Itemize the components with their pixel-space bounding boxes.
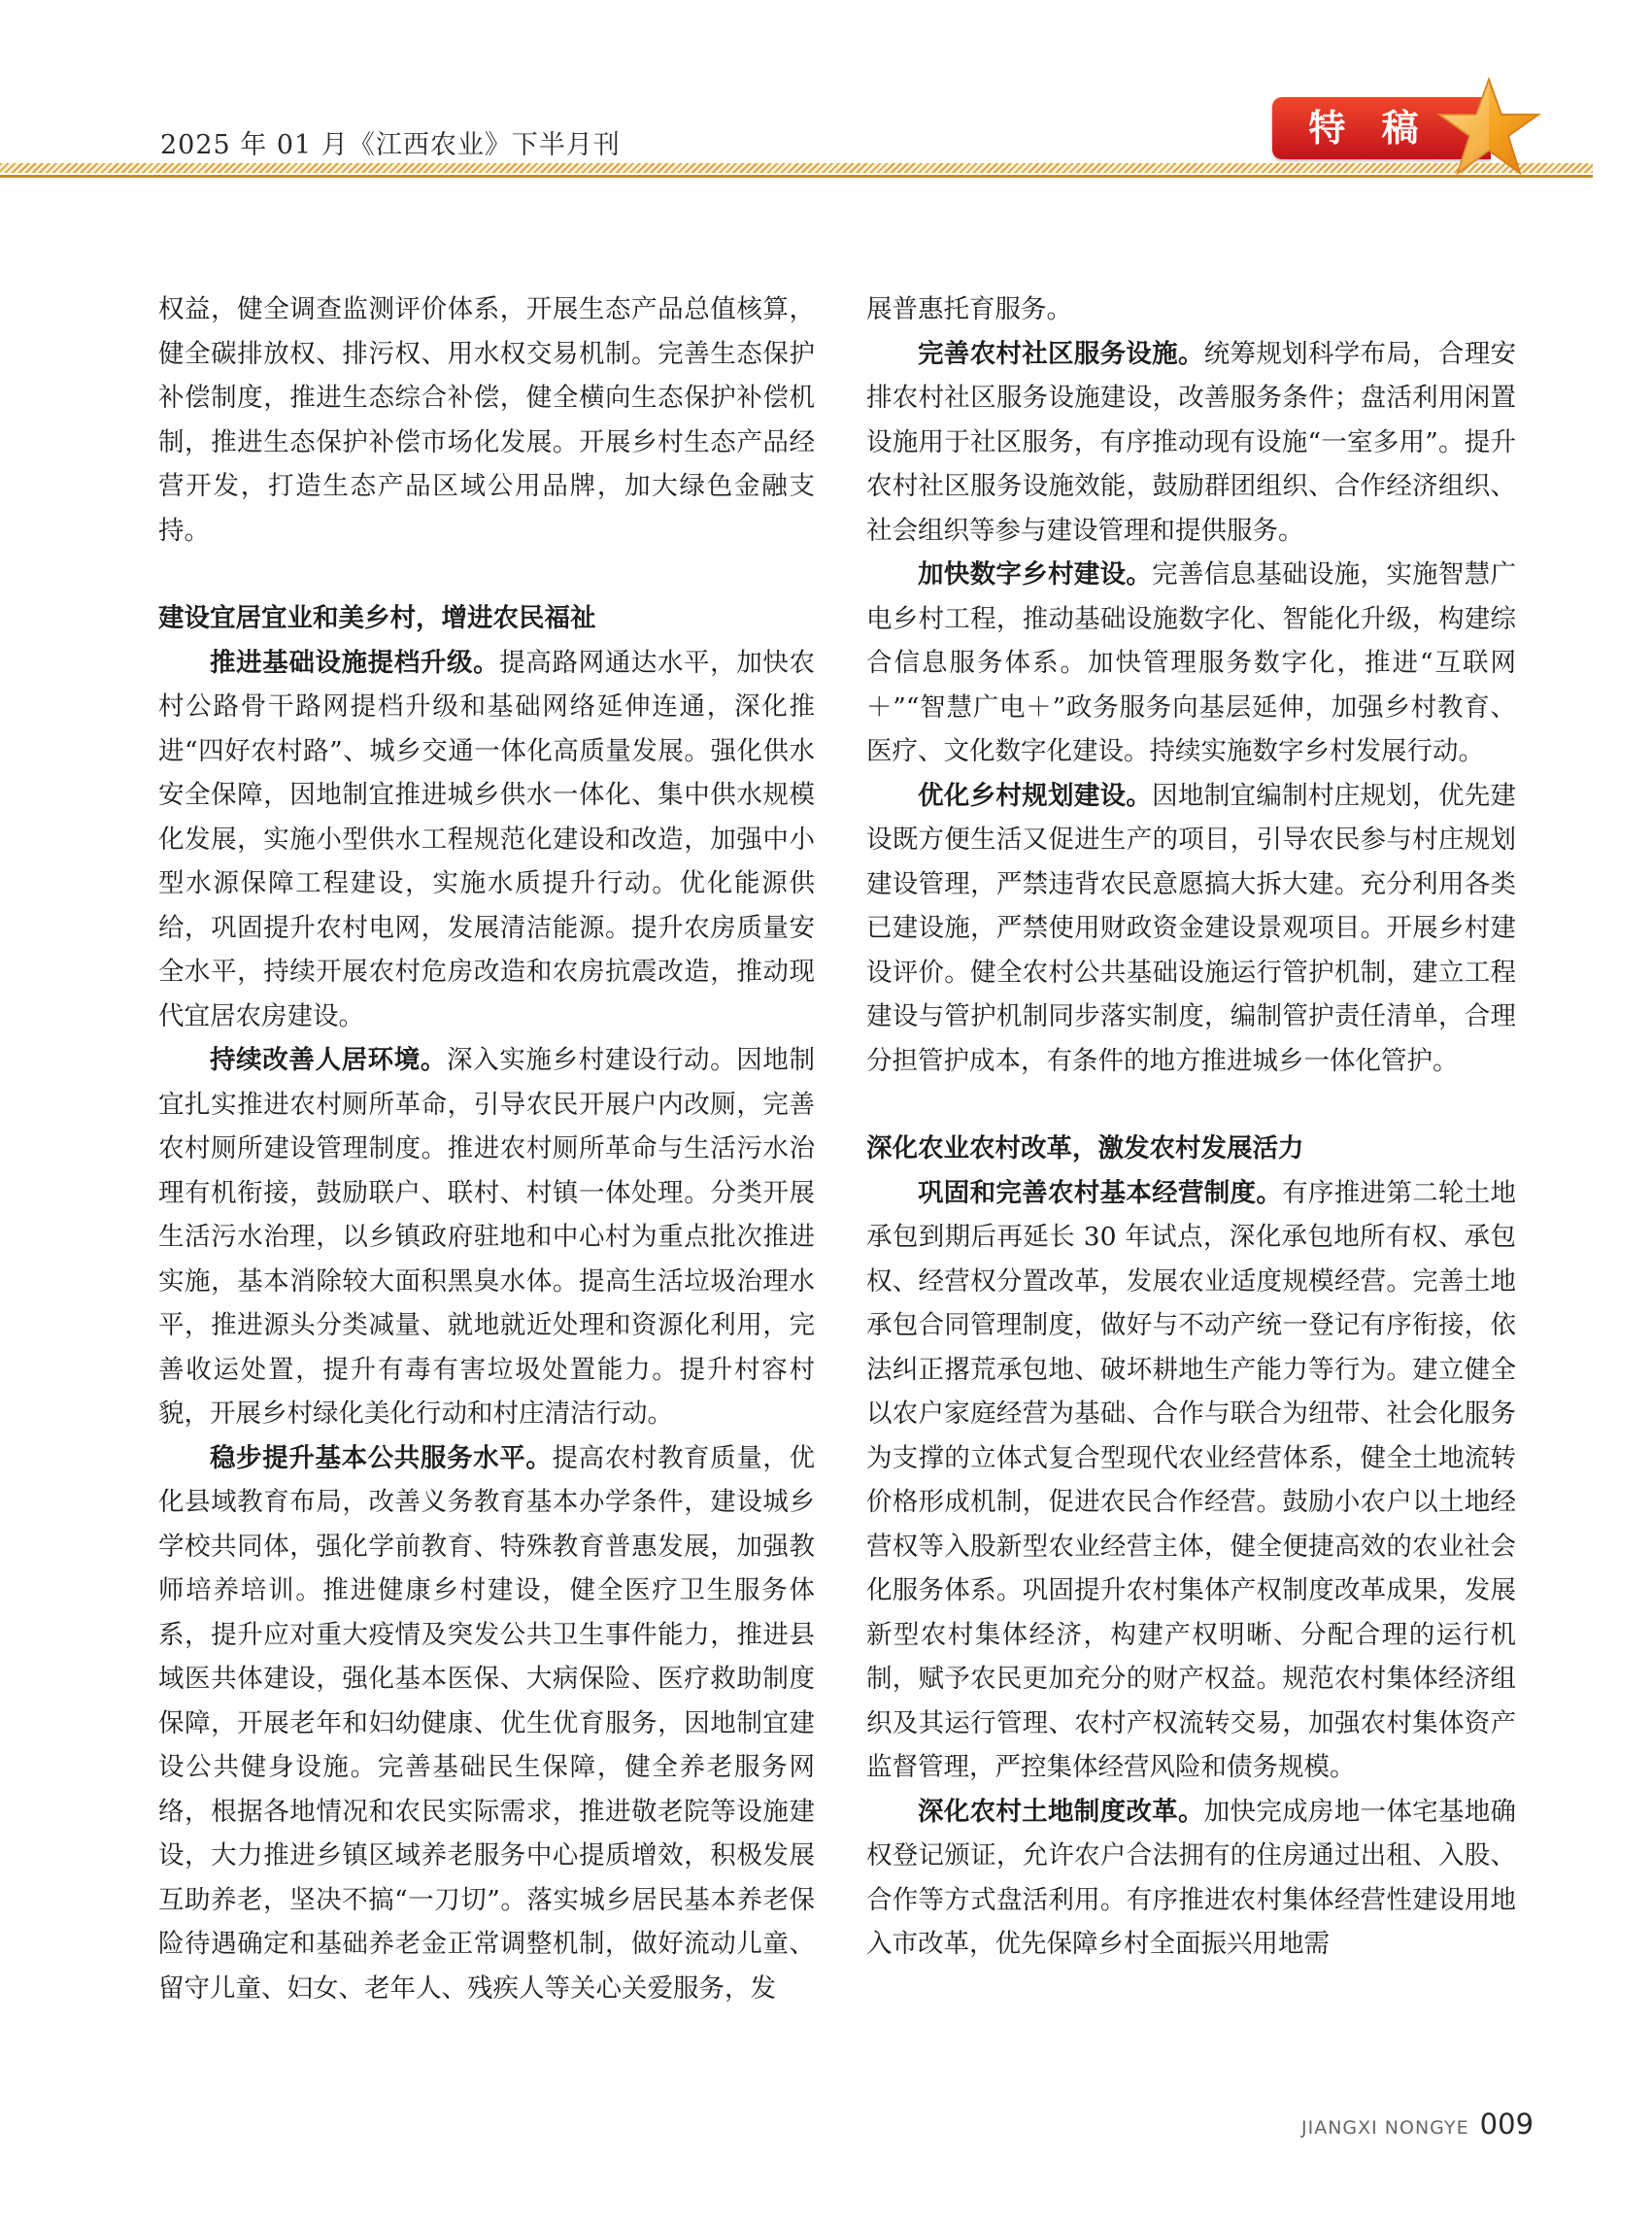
header-rule-hatch bbox=[0, 163, 1593, 173]
paragraph-lead: 巩固和完善农村基本经营制度。 bbox=[918, 1177, 1283, 1208]
paragraph bbox=[158, 1436, 815, 2011]
paragraph bbox=[158, 1038, 815, 1436]
paragraph-body: 深入实施乡村建设行动。因地制宜扎实推进农村厕所革命，引导农民开展户内改厕，完善农村厕所建设管理制度。推进农村厕所革命与生活污水治理有机衔接，鼓励联户、联村、村镇一体处理。分类开展生活污水治理，以乡镇政府驻地和中心村为重点批次推进实施，基本消除较大面积黑臭水体。提高生活垃圾治理水平，推进源头分类减量、就地就近处理和资源化利用，完善收运处置，提升有毒有害垃圾处置能力。提升村容村貌，开展乡村绿化美化行动和村庄清洁行动。 bbox=[158, 1045, 816, 1429]
paragraph: 权益，健全调查监测评价体系，开展生态产品总值核算，健全碳排放权、排污权、用水权交易机制。完善生态保护补偿制度，推进生态综合补偿，健全横向生态保护补偿机制，推进生态保护补偿市场化发展。开展乡村生态产品经营开发，打造生态产品区域公用品牌，加大绿色金融支持。 bbox=[158, 294, 815, 546]
paragraph-body: 提高农村教育质量，优化县域教育布局，改善义务教育基本办学条件，建设城乡学校共同体，强化学前教育、特殊教育普惠发展，加强教师培养培训。推进健康乡村建设，健全医疗卫生服务体系，提升应对重大疫情及突发公共卫生事件能力，推进县域医共体建设，强化基本医保、大病保险、医疗救助制度保障，开展老年和妇幼健康、优生优育服务，因地制宜建设公共健身设施。完善基础民生保障，健全养老服务网络，根据各地情况和农民实际需求，推进敬老院等设施建设，大力推进乡镇区域养老服务中心提质增效，积极发展互助养老，坚决不搞“一刀切”。落实城乡居民基本养老保险待遇确定和基础养老金正常调整机制，做好流动儿童、留守儿童、妇女、老年人、残疾人等关心关爱服务，发 bbox=[158, 1442, 816, 2004]
paragraph bbox=[866, 553, 1516, 774]
header-rule-line bbox=[0, 175, 1593, 178]
paragraph bbox=[866, 332, 1516, 554]
paragraph-lead: 持续改善人居环境。 bbox=[210, 1045, 448, 1075]
paragraph-lead: 稳步提升基本公共服务水平。 bbox=[210, 1442, 553, 1473]
page-number: 009 bbox=[1479, 2107, 1534, 2141]
paragraph-body: 统筹规划科学布局，合理安排农村社区服务设施建设，改善服务条件；盘活利用闲置设施用于社区服务，有序推动现有设施“一室多用”。提升农村社区服务设施效能，鼓励群团组织、合作经济组织、社会组织等参与建设管理和提供服务。 bbox=[866, 338, 1516, 546]
paragraph bbox=[866, 1790, 1516, 1967]
page-footer bbox=[1301, 2107, 1534, 2141]
issue-header: 2025 年 01 月《江西农业》下半月刊 bbox=[160, 130, 621, 160]
paragraph-lead: 加快数字乡村建设。 bbox=[918, 559, 1153, 590]
paragraph bbox=[866, 1171, 1516, 1790]
paragraph-body: 完善信息基础设施，实施智慧广电乡村工程，推动基础设施数字化、智能化升级，构建综合信息服务体系。加快管理服务数字化，推进“互联网＋”“智慧广电＋”政务服务向基层延伸，加强乡村教育、医疗、文化数字化建设。持续实施数字乡村发展行动。 bbox=[866, 559, 1517, 766]
paragraph-body: 提高路网通达水平，加快农村公路骨干路网提档升级和基础网络延伸连通，深化推进“四好农村路”、城乡交通一体化高质量发展。强化供水安全保障，因地制宜推进城乡供水一体化、集中供水规模化发展，实施小型供水工程规范化建设和改造，加强中小型水源保障工程建设，实施水质提升行动。优化能源供给，巩固提升农村电网，发展清洁能源。提升农房质量安全水平，持续开展农村危房改造和农房抗震改造，推动现代宜居农房建设。 bbox=[158, 647, 815, 1031]
paragraph-lead: 深化农村土地制度改革。 bbox=[918, 1796, 1204, 1827]
paragraph-lead: 优化乡村规划建设。 bbox=[918, 780, 1153, 811]
star-icon bbox=[1435, 76, 1542, 178]
left-column bbox=[158, 287, 815, 2010]
right-column bbox=[866, 287, 1516, 1967]
section-heading: 建设宜居宜业和美乡村，增进农民福祉 bbox=[158, 603, 596, 633]
header-rule bbox=[0, 163, 1593, 181]
paragraph-body: 因地制宜编制村庄规划，优先建设既方便生活又促进生产的项目，引导农民参与村庄规划建设管理，严禁违背农民意愿搞大拆大建。充分利用各类已建设施，严禁使用财政资金建设景观项目。开展乡村建设评价。健全农村公共基础设施运行管护机制，建立工程建设与管护机制同步落实制度，编制管护责任清单，合理分担管护成本，有条件的地方推进城乡一体化管护。 bbox=[866, 780, 1517, 1076]
paragraph-body: 加快完成房地一体宅基地确权登记颁证，允许农户合法拥有的住房通过出租、入股、合作等方式盘活利用。有序推进农村集体经营性建设用地入市改革，优先保障乡村全面振兴用地需 bbox=[866, 1796, 1516, 1959]
paragraph-body: 有序推进第二轮土地承包到期后再延长 30 年试点，深化承包地所有权、承包权、经营权分置改革，发展农业适度规模经营。完善土地承包合同管理制度，做好与不动产统一登记有序衔接，依法纠正撂荒承包地、破坏耕地生产能力等行为。建立健全以农户家庭经营为基础、合作与联合为纽带、社会化服务为支撑的立体式复合型现代农业经营体系，健全土地流转价格形成机制，促进农民合作经营。鼓励小农户以土地经营权等入股新型农业经营主体，健全便捷高效的农业社会化服务体系。巩固提升农村集体产权制度改革成果，发展新型农村集体经济，构建产权明晰、分配合理的运行机制，赋予农民更加充分的财产权益。规范农村集体经济组织及其运行管理、农村产权流转交易，加强农村集体资产监督管理，严控集体经营风险和债务规模。 bbox=[866, 1177, 1517, 1782]
paragraph-lead: 完善农村社区服务设施。 bbox=[918, 338, 1204, 369]
paragraph bbox=[866, 774, 1516, 1084]
section-badge-label: 特 稿 bbox=[1308, 107, 1431, 150]
footer-brand: JIANGXI NONGYE bbox=[1301, 2117, 1469, 2139]
section-heading: 深化农业农村改革，激发农村发展活力 bbox=[866, 1133, 1304, 1163]
paragraph bbox=[158, 641, 815, 1039]
paragraph: 展普惠托育服务。 bbox=[866, 294, 1072, 324]
paragraph-lead: 推进基础设施提档升级。 bbox=[210, 647, 500, 678]
